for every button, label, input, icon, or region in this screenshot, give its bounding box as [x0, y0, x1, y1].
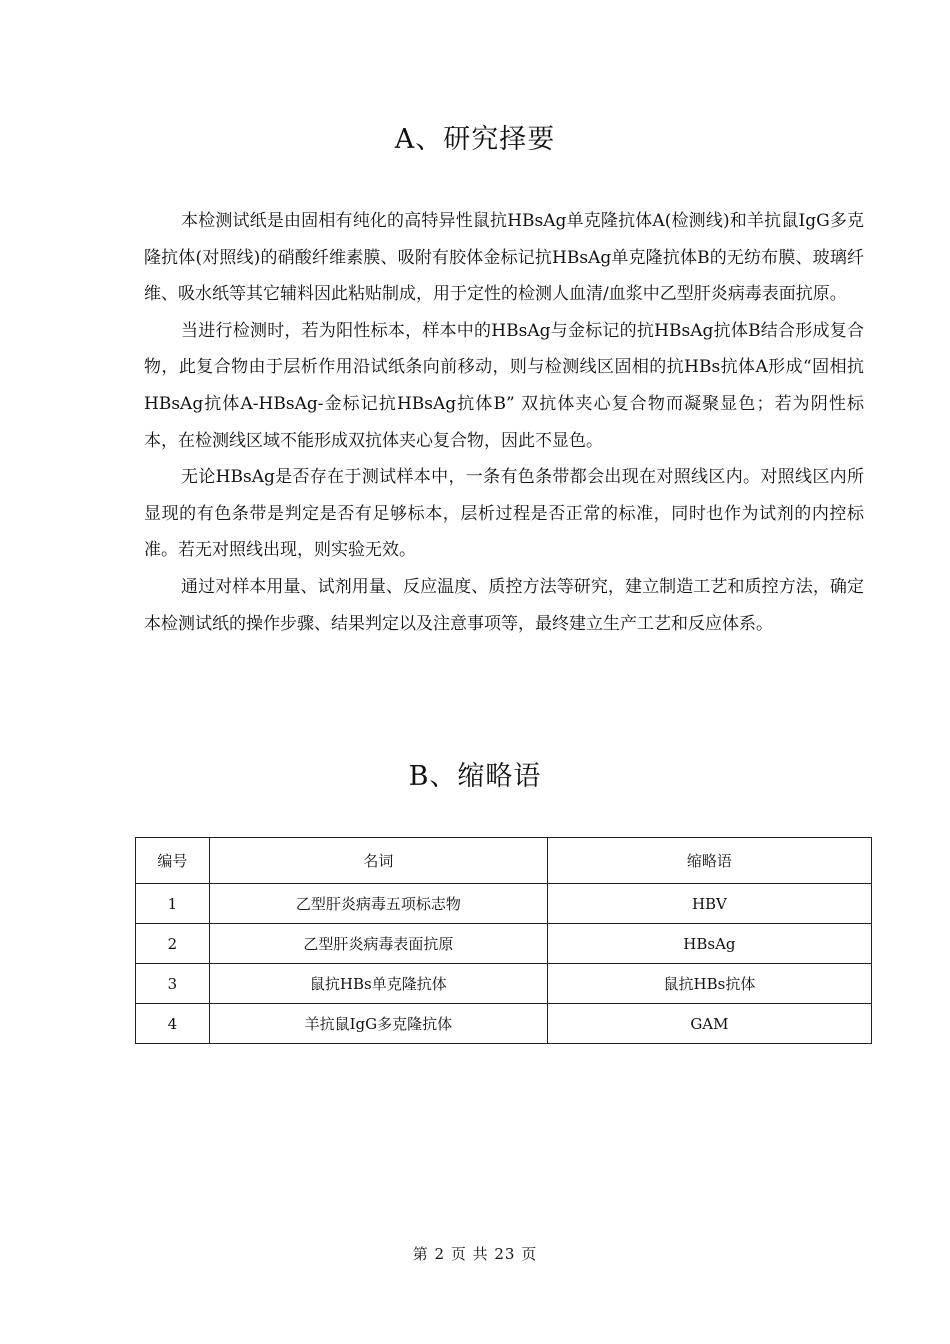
page-number-footer: 第 2 页 共 23 页 — [412, 1245, 538, 1263]
row-term: 羊抗鼠IgG多克隆抗体 — [209, 1004, 547, 1044]
section-a-title: A、研究择要 — [394, 124, 556, 155]
table-row — [136, 924, 872, 964]
abstract-body — [144, 203, 864, 642]
abbreviation-table — [135, 837, 872, 1044]
table-row — [136, 1004, 872, 1044]
header-term: 名词 — [209, 838, 547, 884]
abstract-paragraph-4: 通过对样本用量、试剂用量、反应温度、质控方法等研究，建立制造工艺和质控方法，确定本检测试纸的操作步骤、结果判定以及注意事项等，最终建立生产工艺和反应体系。 — [144, 576, 864, 634]
row-abbreviation: 鼠抗HBs抗体 — [547, 964, 871, 1004]
row-number: 4 — [136, 1004, 210, 1044]
table-row — [136, 964, 872, 1004]
table-header-row — [136, 838, 872, 884]
abstract-paragraph-1: 本检测试纸是由固相有纯化的高特异性鼠抗HBsAg单克隆抗体A(检测线)和羊抗鼠IgG多克隆抗体(对照线)的硝酸纤维素膜、吸附有胶体金标记抗HBsAg单克隆抗体B的无纺布膜、玻璃纤维、吸水纸等其它辅料因此粘贴制成，用于定性的检测人血清/血浆中乙型肝炎病毒表面抗原。 — [144, 211, 864, 305]
header-abbreviation: 缩略语 — [547, 838, 871, 884]
row-abbreviation: HBV — [547, 884, 871, 924]
row-abbreviation: HBsAg — [547, 924, 871, 964]
row-number: 2 — [136, 924, 210, 964]
row-abbreviation: GAM — [547, 1004, 871, 1044]
row-number: 1 — [136, 884, 210, 924]
row-term: 鼠抗HBs单克隆抗体 — [209, 964, 547, 1004]
row-term: 乙型肝炎病毒表面抗原 — [209, 924, 547, 964]
table-row — [136, 884, 872, 924]
abstract-paragraph-2: 当进行检测时，若为阳性标本，样本中的HBsAg与金标记的抗HBsAg抗体B结合形成复合物，此复合物由于层析作用沿试纸条向前移动，则与检测线区固相的抗HBs抗体A形成“固相抗HBsAg抗体A-HBsAg-金标记抗HBsAg抗体B” 双抗体夹心复合物而凝聚显色；若为阴性标本，在检测线区域不能形成双抗体夹心复合物，因此不显色。 — [144, 320, 864, 451]
row-number: 3 — [136, 964, 210, 1004]
section-b-title: B、缩略语 — [408, 761, 542, 792]
abstract-paragraph-3: 无论HBsAg是否存在于测试样本中，一条有色条带都会出现在对照线区内。对照线区内所显现的有色条带是判定是否有足够标本，层析过程是否正常的标准，同时也作为试剂的内控标准。若无对照线出现，则实验无效。 — [144, 467, 864, 561]
row-term: 乙型肝炎病毒五项标志物 — [209, 884, 547, 924]
header-number: 编号 — [136, 838, 210, 884]
